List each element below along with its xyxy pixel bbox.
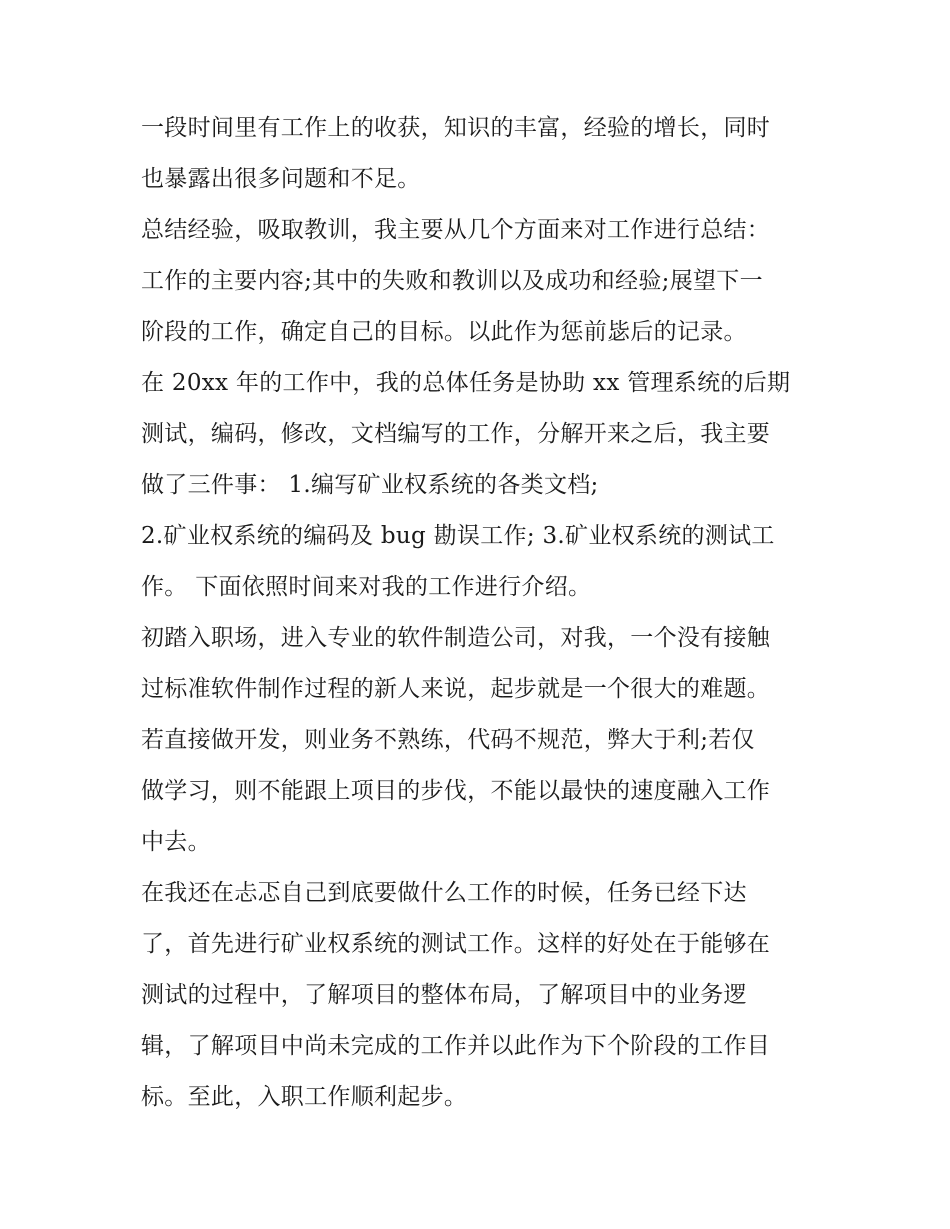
text-line: 做学习，则不能跟上项目的步伐，不能以最快的速度融入工作 [141,778,771,804]
text-line: 在我还在忐忑自己到底要做什么工作的时候，任务已经下达 [141,880,747,906]
text-line: 辑，了解项目中尚未完成的工作并以此作为下个阶段的工作目 [141,1033,771,1059]
text-line: 标。至此，入职工作顺利起步。 [141,1084,468,1110]
text-line: 作。 下面依照时间来对我的工作进行介绍。 [141,574,592,600]
text-line: 了，首先进行矿业权系统的测试工作。这样的好处在于能够在 [141,931,771,957]
text-line: 总结经验，吸取教训，我主要从几个方面来对工作进行总结： [141,217,771,243]
text-line: 也暴露出很多问题和不足。 [141,166,421,192]
text-line: 阶段的工作，确定自己的目标。以此作为惩前毖后的记录。 [141,319,747,345]
text-line: 过标准软件制作过程的新人来说，起步就是一个很大的难题。 [141,676,771,702]
text-line: 初踏入职场，进入专业的软件制造公司，对我，一个没有接触 [141,625,771,651]
text-line: 一段时间里有工作上的收获，知识的丰富，经验的增长，同时 [141,115,771,141]
text-line: 在 20xx 年的工作中，我的总体任务是协助 xx 管理系统的后期 [141,370,791,396]
text-line: 做了三件事： 1.编写矿业权系统的各类文档; [141,472,599,498]
text-line: 工作的主要内容;其中的失败和教训以及成功和经验;展望下一 [141,268,763,294]
text-line: 2.矿业权系统的编码及 bug 勘误工作; 3.矿业权系统的测试工 [141,523,775,549]
text-line: 测试的过程中，了解项目的整体布局，了解项目中的业务逻 [141,982,747,1008]
text-line: 中去。 [141,829,211,855]
document-body [141,103,816,1123]
text-line: 若直接做开发，则业务不熟练，代码不规范，弊大于利;若仅 [141,727,755,753]
text-line: 测试，编码，修改，文档编写的工作，分解开来之后，我主要 [141,421,771,447]
